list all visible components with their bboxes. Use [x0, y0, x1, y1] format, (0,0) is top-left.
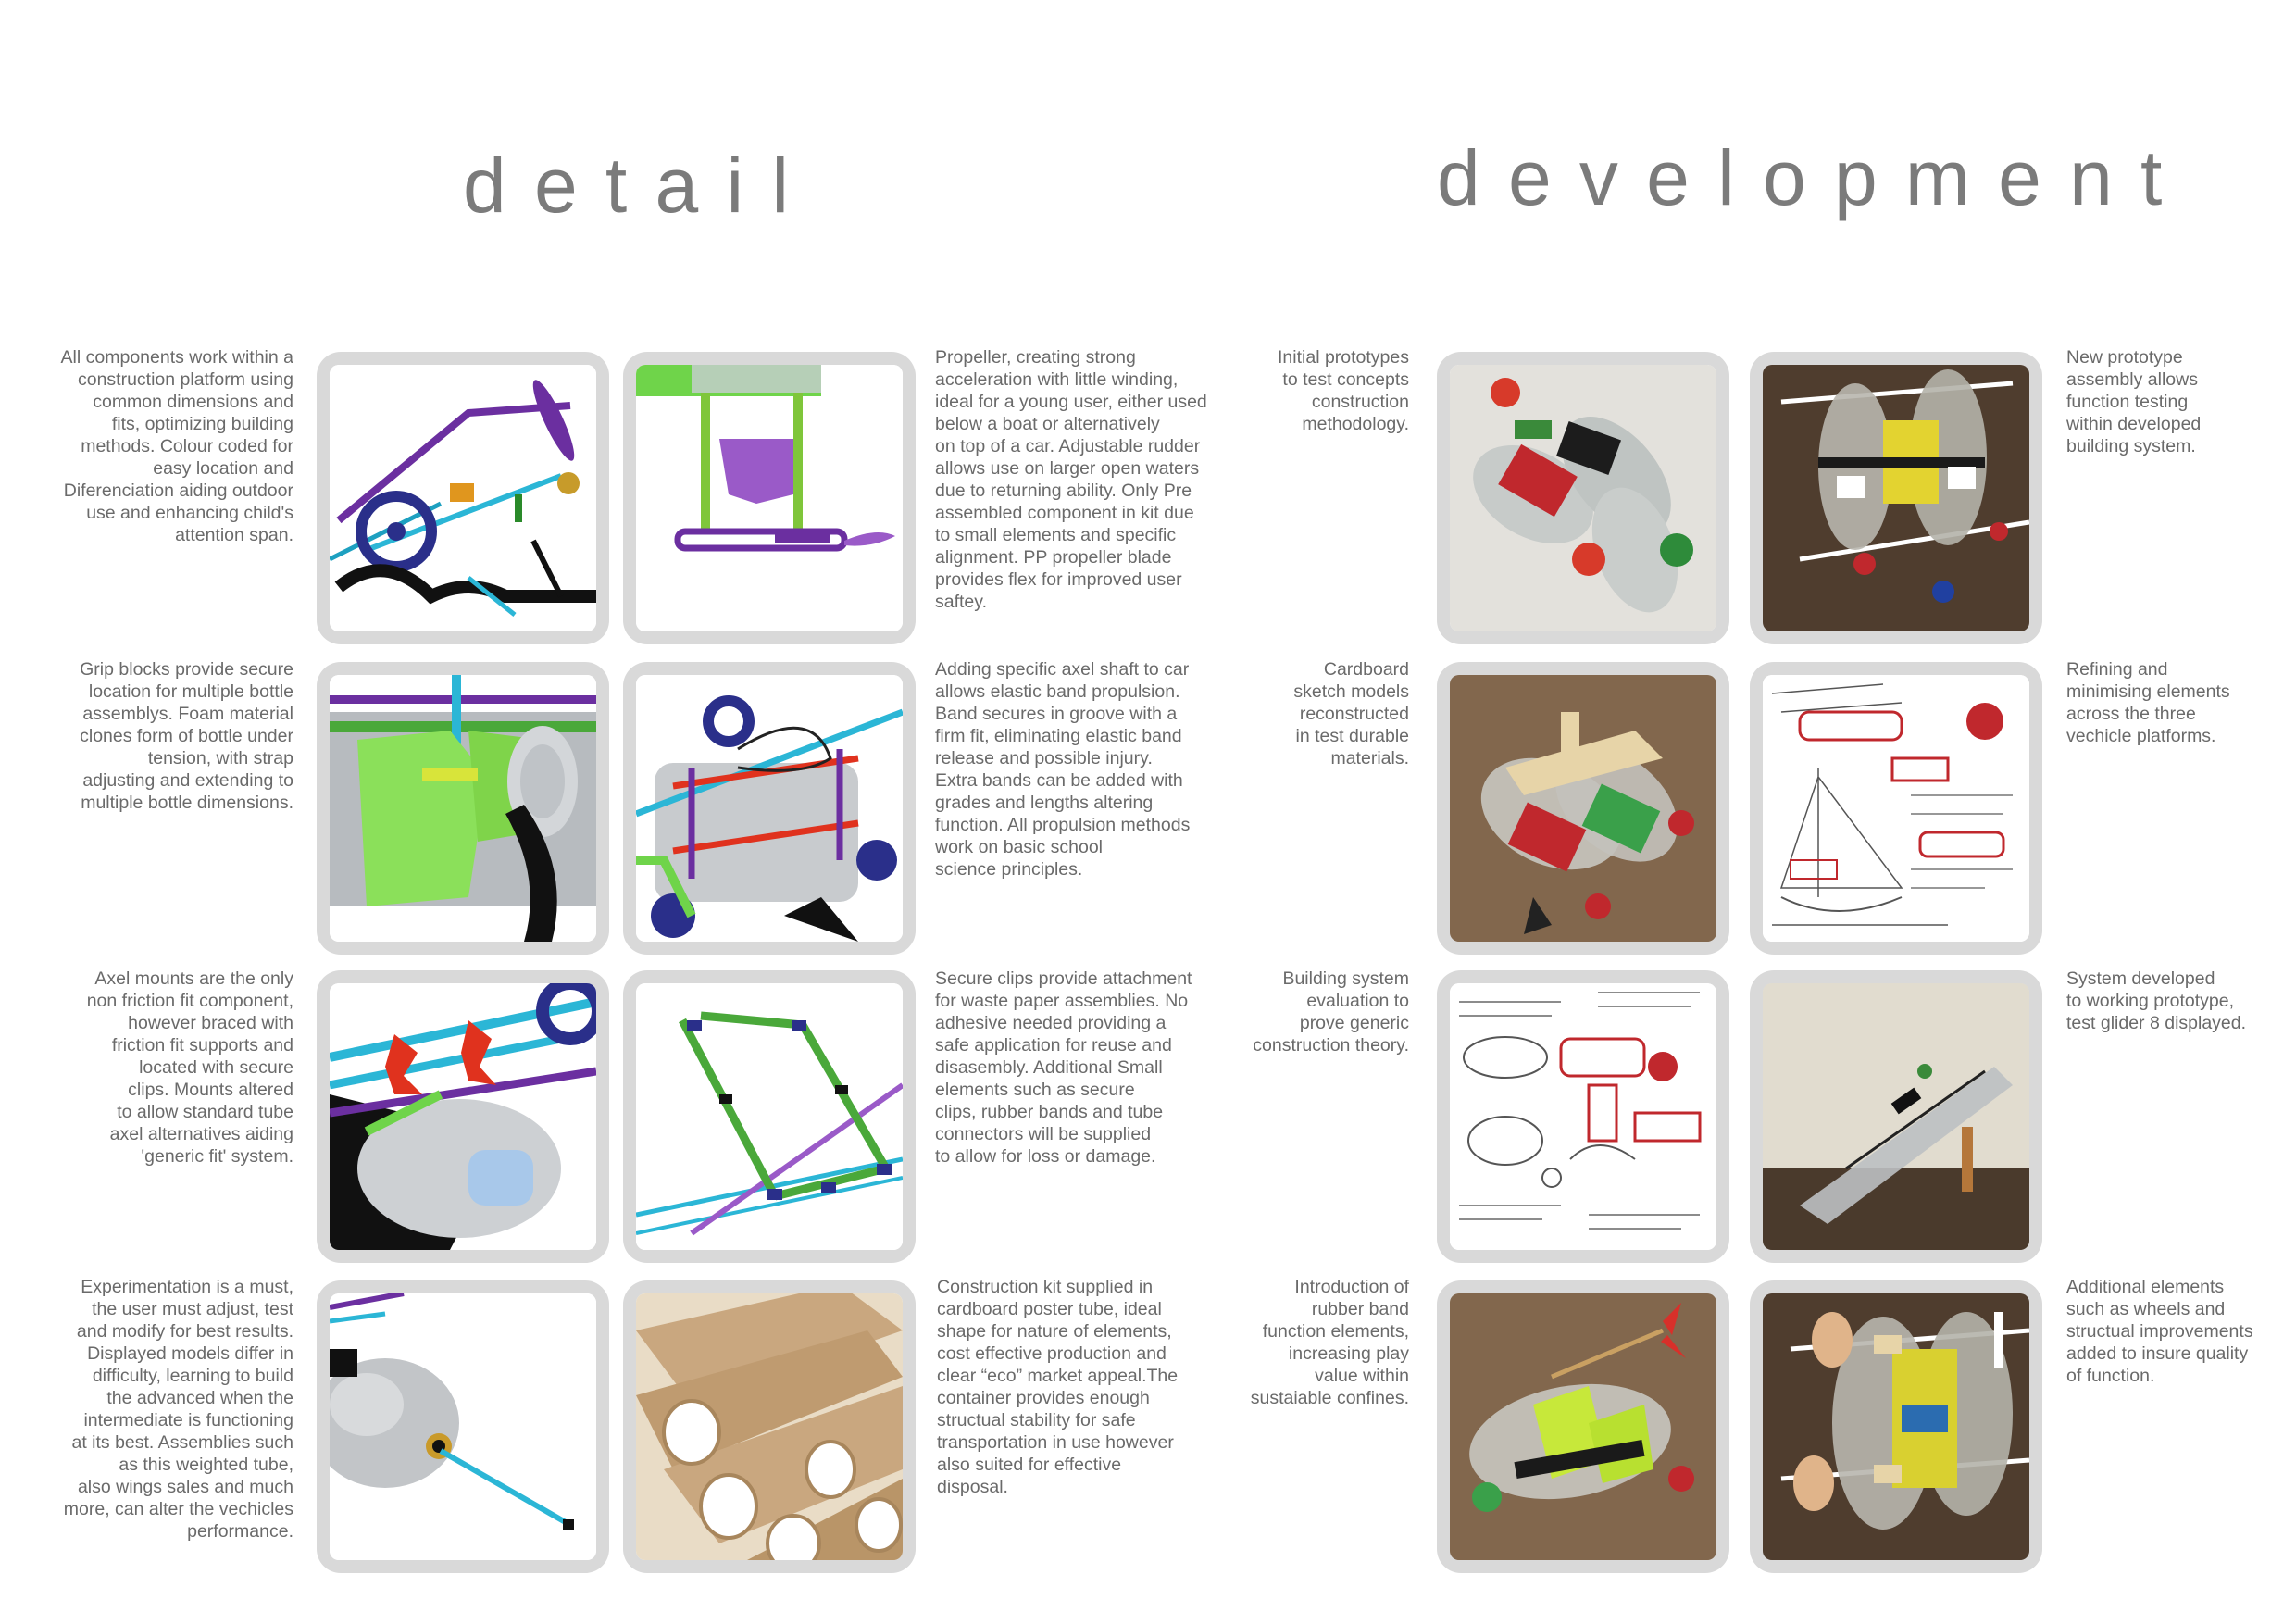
development-left-text-2: Cardboard sketch models reconstructed in test durable materials.: [1293, 659, 1409, 768]
development-left-text-4: Introduction of rubber band function elements, increasing play value within sustaiable confines.: [1250, 1277, 1409, 1408]
building-system-sketch: [1450, 983, 1716, 1250]
detail-left-text-3: Axel mounts are the only non friction fit component, however braced with friction fit supports and located with secure clips. Mounts altered to allow standard tube axel alternatives aiding 'generic fit' system.: [86, 968, 293, 1167]
development-right-text-4: Additional elements such as wheels and structual improvements added to insure quality of function.: [2066, 1277, 2253, 1386]
detail-left-text-1: All components work within a construction platform using common dimensions and fits, optimizing building methods. Colour coded for easy location and Diferenciation aiding outdoor use and enhancing child's attention span.: [60, 347, 293, 545]
development-right-text-1: New prototype assembly allows function testing within developed building system.: [2066, 347, 2202, 456]
detail-render-axel-mounts: [317, 970, 609, 1263]
development-photo-initial-prototype: [1437, 352, 1729, 644]
development-sketch-building-system: [1437, 970, 1729, 1263]
detail-render-grip-blocks: [317, 662, 609, 955]
additional-elements-photo: [1763, 1293, 2029, 1560]
detail-right-text-2: Adding specific axel shaft to car allows elastic band propulsion. Band secures in groove with a firm fit, eliminating elastic band release and possible injury. Extra bands can be added with grades and lengths altering function. All propulsion methods work on basic school science principles.: [935, 659, 1191, 880]
new-prototype-photo: [1763, 365, 2029, 631]
development-photo-new-prototype: [1750, 352, 2042, 644]
detail-right-text-4: Construction kit supplied in cardboard poster tube, ideal shape for nature of elements, cost effective production and clear “eco” market appeal.The container provides enough structual stability for safe transportation in use however also suited for effective disposal.: [937, 1277, 1179, 1497]
development-right-text-2: Refining and minimising elements across the three vechicle platforms.: [2066, 659, 2230, 746]
cardboard-model-photo: [1450, 675, 1716, 942]
development-right-text-3: System developed to working prototype, test glider 8 displayed.: [2066, 968, 2247, 1033]
development-heading: development: [1437, 134, 2190, 221]
initial-prototype-photo: [1450, 365, 1716, 631]
development-left-text-1: Initial prototypes to test concepts construction methodology.: [1278, 347, 1409, 434]
development-sketch-refining: [1750, 662, 2042, 955]
construction-platform-render: [330, 365, 596, 631]
detail-render-weighted-tube: [317, 1280, 609, 1573]
detail-photo-poster-tubes: [623, 1280, 916, 1573]
development-left-text-3: Building system evaluation to prove generic construction theory.: [1253, 968, 1409, 1056]
rubber-band-photo: [1450, 1293, 1716, 1560]
axel-shaft-render: [636, 675, 903, 942]
development-photo-test-glider: [1750, 970, 2042, 1263]
development-photo-additional-elements: [1750, 1280, 2042, 1573]
axel-mounts-render: [330, 983, 596, 1250]
test-glider-photo: [1763, 983, 2029, 1250]
detail-render-axel-shaft: [623, 662, 916, 955]
detail-render-propeller: [623, 352, 916, 644]
propeller-render: [636, 365, 903, 631]
poster-tubes-photo: [636, 1293, 903, 1560]
detail-heading: detail: [463, 142, 817, 229]
detail-render-construction-platform: [317, 352, 609, 644]
secure-clips-render: [636, 983, 903, 1250]
detail-right-text-3: Secure clips provide attachment for waste paper assemblies. No adhesive needed providing a safe application for reuse and disasembly. Additional Small elements such as secure clips, rubber bands and tube connectors will be supplied to allow for loss or damage.: [935, 968, 1192, 1167]
detail-render-secure-clips: [623, 970, 916, 1263]
development-photo-cardboard-model: [1437, 662, 1729, 955]
detail-left-text-4: Experimentation is a must, the user must adjust, test and modify for best results. Displayed models differ in difficulty, learning to build the advanced when the intermediate is functioning at its best. Assemblies such as this weighted tube, also wings sales and much more, can alter the vechicles performance.: [63, 1277, 293, 1542]
detail-right-text-1: Propeller, creating strong acceleration with little winding, ideal for a young user, either used below a boat or alternatively on top of a car. Adjustable rudder allows use on larger open waters due to returning ability. Only Pre assembled component in kit due to small elements and specific alignment. PP propeller blade provides flex for improved user saftey.: [935, 347, 1207, 612]
detail-left-text-2: Grip blocks provide secure location for multiple bottle assemblys. Foam material clones form of bottle under tension, with strap adjusting and extending to multiple bottle dimensions.: [80, 659, 293, 813]
weighted-tube-render: [330, 1293, 596, 1560]
grip-blocks-render: [330, 675, 596, 942]
refining-sketch: [1763, 675, 2029, 942]
development-photo-rubber-band: [1437, 1280, 1729, 1573]
